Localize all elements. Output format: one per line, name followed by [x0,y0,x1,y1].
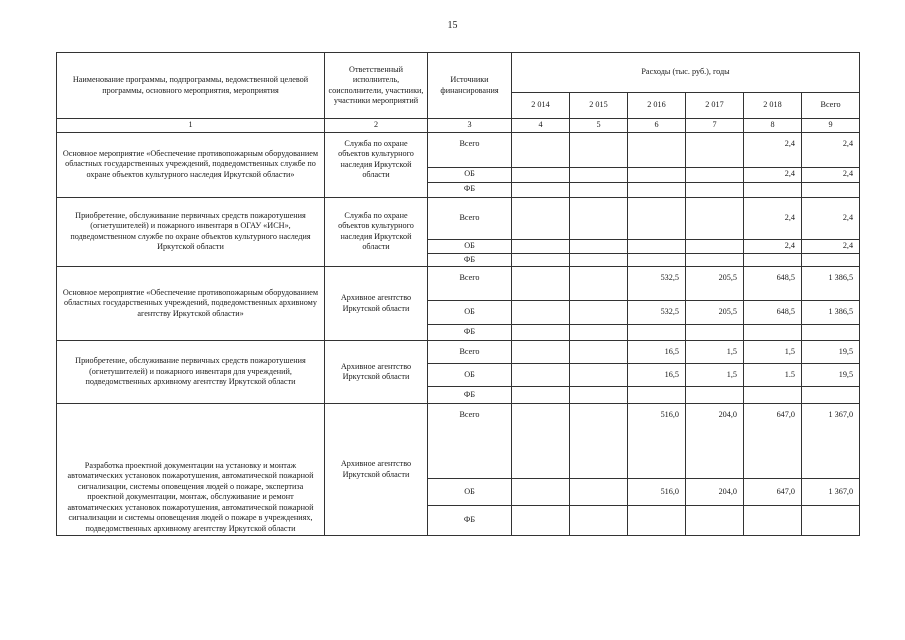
value-cell [686,182,744,197]
source-cell: Всего [428,404,512,479]
value-cell [628,325,686,341]
value-cell [512,167,570,182]
value-cell [512,506,570,536]
value-cell: 2,4 [744,167,802,182]
value-cell [628,387,686,404]
value-cell [628,197,686,239]
row-name: Основное мероприятие «Обеспечение противопожарным оборудованием областных государственных учреждений, подведомственных службе по охране объектов культурного наследия Иркутской области» [57,132,325,197]
value-cell [802,387,860,404]
table-row [57,197,860,239]
value-cell [744,325,802,341]
value-cell [628,239,686,253]
value-cell [570,182,628,197]
value-cell [512,132,570,167]
table-row [57,341,860,364]
column-number: 5 [570,119,628,133]
value-cell: 648,5 [744,301,802,325]
value-cell [512,479,570,506]
source-cell: Всего [428,132,512,167]
source-cell: Всего [428,341,512,364]
value-cell [512,387,570,404]
header-year: 2 015 [570,93,628,119]
value-cell [570,253,628,267]
value-cell [686,253,744,267]
value-cell [570,364,628,387]
value-cell: 204,0 [686,479,744,506]
value-cell [570,479,628,506]
table-row [57,404,860,479]
value-cell [512,364,570,387]
value-cell [628,167,686,182]
value-cell [570,239,628,253]
value-cell [570,167,628,182]
value-cell: 16,5 [628,341,686,364]
column-number: 2 [325,119,428,133]
value-cell: 2,4 [744,132,802,167]
value-cell: 19,5 [802,364,860,387]
table-row [57,267,860,301]
source-cell: ФБ [428,506,512,536]
value-cell: 532,5 [628,267,686,301]
header-year: 2 016 [628,93,686,119]
source-cell: ОБ [428,364,512,387]
value-cell [570,267,628,301]
page-number: 15 [447,20,458,31]
row-executor: Архивное агентство Иркутской области [325,341,428,404]
value-cell: 1,5 [686,341,744,364]
value-cell [802,253,860,267]
column-number: 4 [512,119,570,133]
value-cell [512,404,570,479]
value-cell: 2,4 [802,132,860,167]
column-number: 3 [428,119,512,133]
column-number: 7 [686,119,744,133]
value-cell [512,267,570,301]
table-row [57,132,860,167]
value-cell [686,325,744,341]
value-cell: 205,5 [686,267,744,301]
source-cell: ОБ [428,479,512,506]
value-cell [802,325,860,341]
header-name: Наименование программы, подпрограммы, ведомственной целевой программы, основного мероприятия, мероприятия [57,53,325,119]
value-cell [686,132,744,167]
value-cell [570,404,628,479]
row-executor: Архивное агентство Иркутской области [325,267,428,341]
header-source: Источники финансирования [428,53,512,119]
row-name: Основное мероприятие «Обеспечение противопожарным оборудованием областных государственных учреждений, подведомственных архивному агентству Иркутской области» [57,267,325,341]
source-cell: ФБ [428,253,512,267]
value-cell [512,341,570,364]
source-cell: ФБ [428,325,512,341]
value-cell [686,197,744,239]
value-cell [802,182,860,197]
value-cell [802,506,860,536]
value-cell [512,239,570,253]
value-cell: 516,0 [628,479,686,506]
value-cell [512,197,570,239]
expenses-table [56,52,860,536]
value-cell: 532,5 [628,301,686,325]
value-cell [570,387,628,404]
value-cell [744,182,802,197]
value-cell [570,506,628,536]
header-executor: Ответственный исполнитель, соисполнители, участники, участники мероприятий [325,53,428,119]
value-cell [512,253,570,267]
column-number: 9 [802,119,860,133]
value-cell: 204,0 [686,404,744,479]
column-number: 6 [628,119,686,133]
column-number: 8 [744,119,802,133]
source-cell: ФБ [428,182,512,197]
value-cell [744,387,802,404]
value-cell: 516,0 [628,404,686,479]
source-cell: Всего [428,267,512,301]
value-cell: 16,5 [628,364,686,387]
value-cell: 2,4 [744,197,802,239]
value-cell: 2,4 [802,239,860,253]
header-year: 2 018 [744,93,802,119]
value-cell: 1 386,5 [802,267,860,301]
source-cell: Всего [428,197,512,239]
row-executor: Служба по охране объектов культурного наследия Иркутской области [325,197,428,267]
header-year-total: Всего [802,93,860,119]
value-cell: 1 367,0 [802,404,860,479]
value-cell [628,253,686,267]
value-cell [628,132,686,167]
value-cell: 2,4 [802,167,860,182]
row-executor: Служба по охране объектов культурного наследия Иркутской области [325,132,428,197]
value-cell: 2,4 [744,239,802,253]
value-cell [512,301,570,325]
value-cell: 1,5 [686,364,744,387]
value-cell [628,506,686,536]
value-cell [744,506,802,536]
header-expenses: Расходы (тыс. руб.), годы [512,53,860,93]
header-year: 2 014 [512,93,570,119]
value-cell [570,341,628,364]
value-cell [686,387,744,404]
value-cell [570,325,628,341]
header-year: 2 017 [686,93,744,119]
value-cell [686,239,744,253]
column-number: 1 [57,119,325,133]
value-cell [512,182,570,197]
value-cell: 1 367,0 [802,479,860,506]
source-cell: ОБ [428,167,512,182]
value-cell: 647,0 [744,404,802,479]
value-cell [570,197,628,239]
value-cell: 647,0 [744,479,802,506]
value-cell: 19,5 [802,341,860,364]
row-name: Приобретение, обслуживание первичных средств пожаротушения (огнетушителей) и пожарного инвентаря в ОГАУ «ИСН», подведомственном службе по охране объектов культурного наследия Иркутской области [57,197,325,267]
value-cell [686,167,744,182]
value-cell: 2,4 [802,197,860,239]
source-cell: ОБ [428,239,512,253]
value-cell: 1.5 [744,364,802,387]
row-name: Разработка проектной документации на установку и монтаж автоматических установок пожаротушения, автоматической пожарной сигнализации, системы оповещения людей о пожаре, экспертиза проектной документации, монтаж, обслуживание и ремонт автоматических установок пожаротушения, автоматической пожарной сигнализации и системы оповещения людей о пожаре в учреждениях, подведомственных архивному агентству Иркутской области [57,404,325,536]
value-cell [570,301,628,325]
value-cell: 1,5 [744,341,802,364]
source-cell: ФБ [428,387,512,404]
value-cell: 1 386,5 [802,301,860,325]
source-cell: ОБ [428,301,512,325]
value-cell: 205,5 [686,301,744,325]
value-cell [628,182,686,197]
value-cell [686,506,744,536]
value-cell: 648,5 [744,267,802,301]
value-cell [570,132,628,167]
value-cell [744,253,802,267]
row-name: Приобретение, обслуживание первичных средств пожаротушения (огнетушителей) и пожарного инвентаря для учреждений, подведомственных архивному агентству Иркутской области [57,341,325,404]
row-executor: Архивное агентство Иркутской области [325,404,428,536]
value-cell [512,325,570,341]
